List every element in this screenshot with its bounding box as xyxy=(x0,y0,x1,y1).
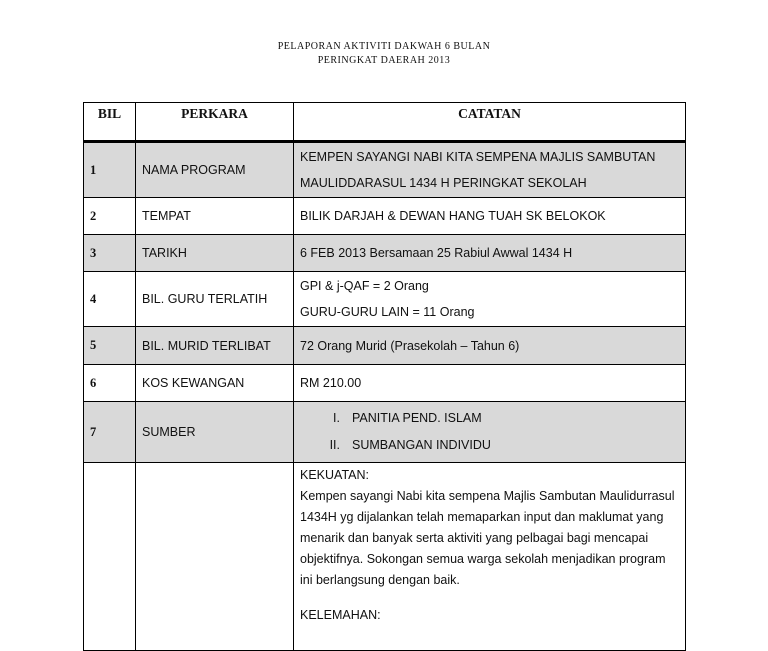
row-catatan: BILIK DARJAH & DEWAN HANG TUAH SK BELOKOK xyxy=(294,198,686,235)
report-table xyxy=(83,102,686,651)
kekuatan-label: KEKUATAN: xyxy=(300,468,369,482)
column-header-bil: BIL xyxy=(84,103,136,142)
row-catatan: 72 Orang Murid (Prasekolah – Tahun 6) xyxy=(294,327,686,365)
row-perkara: BIL. GURU TERLATIH xyxy=(136,272,294,327)
row-perkara: NAMA PROGRAM xyxy=(136,142,294,198)
row-perkara xyxy=(136,463,294,651)
row-perkara: SUMBER xyxy=(136,402,294,463)
row-perkara: TARIKH xyxy=(136,235,294,272)
table-row xyxy=(84,463,686,651)
table-row xyxy=(84,142,686,198)
row-bil: 7 xyxy=(84,402,136,463)
header-title-line2: PERINGKAT DAERAH 2013 xyxy=(317,55,451,66)
row-bil: 5 xyxy=(84,327,136,365)
row-catatan: RM 210.00 xyxy=(294,365,686,402)
list-text: SUMBANGAN INDIVIDU xyxy=(352,438,491,452)
catatan-line: GPI & j-QAF = 2 Orang xyxy=(300,279,429,293)
list-number: I. xyxy=(333,411,340,425)
header-title-line1: PELAPORAN AKTIVITI DAKWAH 6 BULAN xyxy=(277,41,491,52)
table-row xyxy=(84,198,686,235)
table-row xyxy=(84,235,686,272)
row-bil: 4 xyxy=(84,272,136,327)
document-header xyxy=(0,40,768,68)
catatan-line: GURU-GURU LAIN = 11 Orang xyxy=(300,305,475,319)
list-number: II. xyxy=(329,438,340,452)
table-header-row xyxy=(84,103,686,142)
table-row xyxy=(84,365,686,402)
row-catatan-notes xyxy=(294,463,686,651)
row-catatan xyxy=(294,142,686,198)
sumber-list xyxy=(300,405,679,459)
row-bil xyxy=(84,463,136,651)
row-catatan xyxy=(294,272,686,327)
list-text: PANITIA PEND. ISLAM xyxy=(352,411,482,425)
row-bil: 1 xyxy=(84,142,136,198)
row-catatan xyxy=(294,402,686,463)
row-perkara: BIL. MURID TERLIBAT xyxy=(136,327,294,365)
column-header-perkara: PERKARA xyxy=(136,103,294,142)
catatan-line: KEMPEN SAYANGI NABI KITA SEMPENA MAJLIS SAMBUTAN xyxy=(300,150,656,164)
list-item xyxy=(300,432,679,459)
row-perkara: KOS KEWANGAN xyxy=(136,365,294,402)
list-item xyxy=(300,405,679,432)
row-bil: 2 xyxy=(84,198,136,235)
kekuatan-text: Kempen sayangi Nabi kita sempena Majlis Sambutan Maulidurrasul 1434H yg dijalankan telah memaparkan input dan maklumat yang menarik dan banyak serta aktiviti yang pelbagai bagi mencapai objektifnya. Sokongan semua warga sekolah menjadikan program ini berlangsung dengan baik. xyxy=(300,489,675,587)
table-row xyxy=(84,402,686,463)
row-bil: 6 xyxy=(84,365,136,402)
row-bil: 3 xyxy=(84,235,136,272)
row-catatan: 6 FEB 2013 Bersamaan 25 Rabiul Awwal 1434 H xyxy=(294,235,686,272)
column-header-catatan: CATATAN xyxy=(294,103,686,142)
row-perkara: TEMPAT xyxy=(136,198,294,235)
table-row xyxy=(84,327,686,365)
catatan-line: MAULIDDARASUL 1434 H PERINGKAT SEKOLAH xyxy=(300,176,587,190)
kelemahan-label: KELEMAHAN: xyxy=(300,608,381,622)
table-row xyxy=(84,272,686,327)
